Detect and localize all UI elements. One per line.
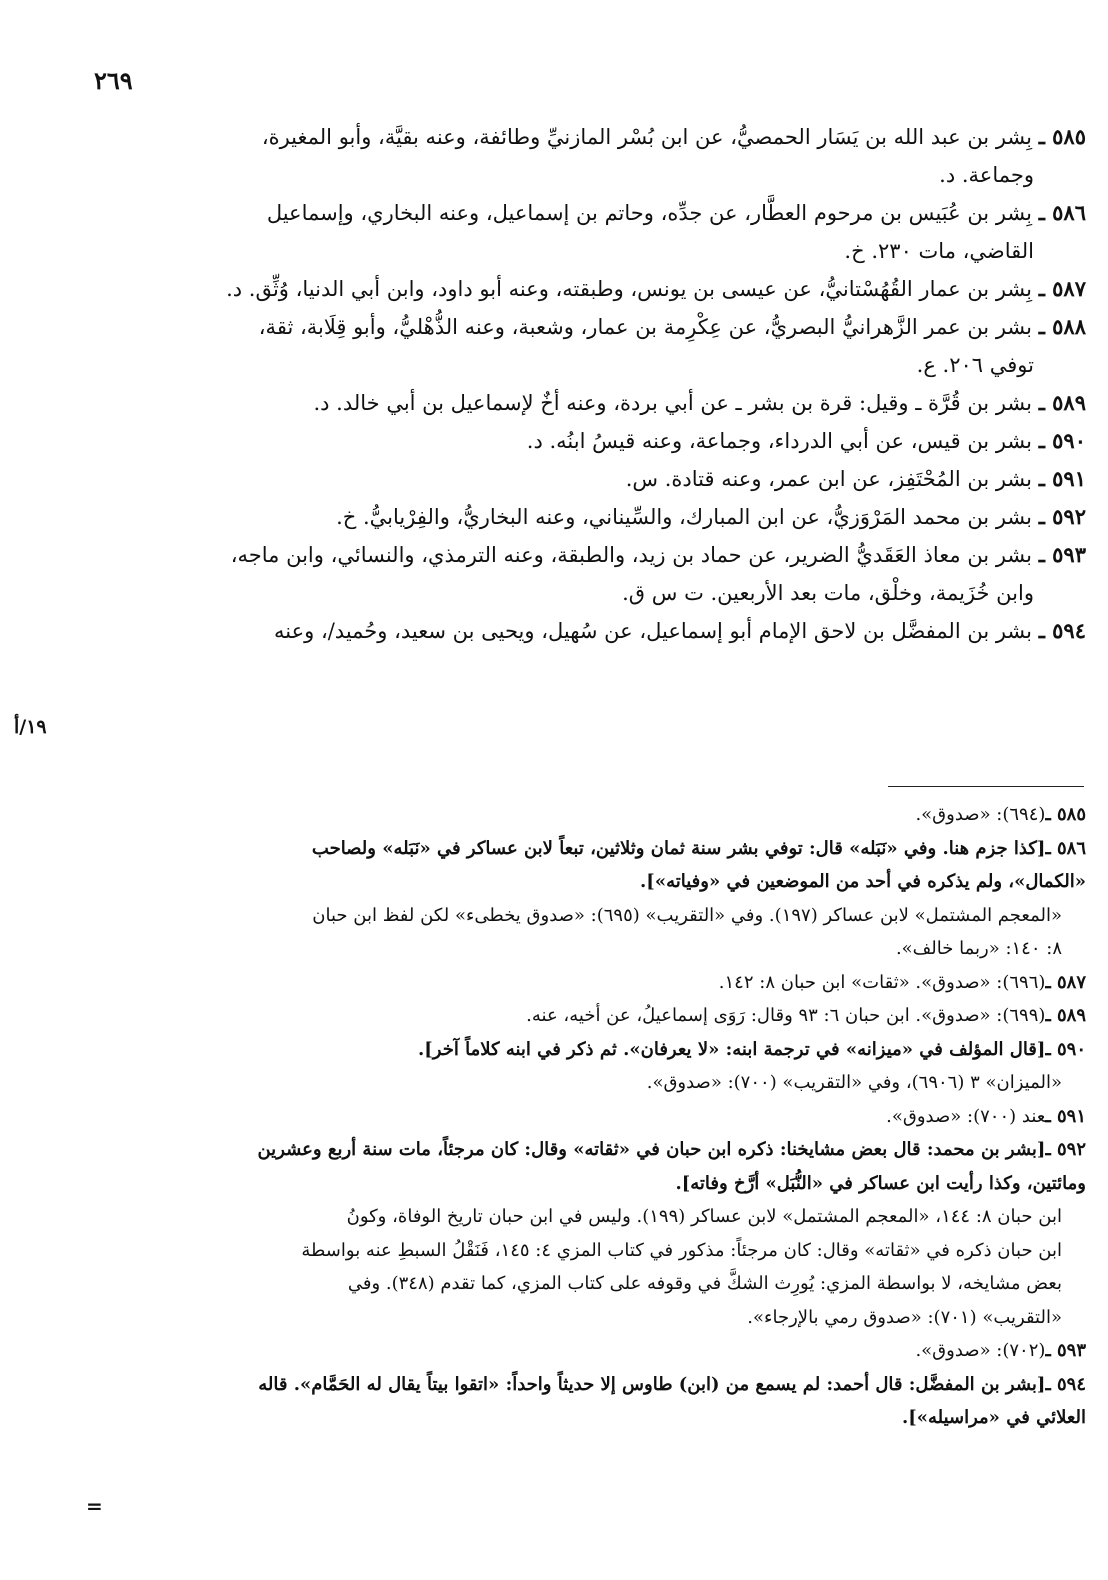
footnote-subline: ابن حبان ذكره في «ثقاته» وقال: كان مرجئاً: مذكور في كتاب المزي ٤: ١٤٥، فَنَقْلُ السبطِ عنه بواسطة xyxy=(301,1239,1062,1261)
entry-number: ٥٩٤ ـ xyxy=(1038,618,1086,643)
entry-text: بِشر بن عبد الله بن يَسَار الحمصيُّ، عن ابن بُسْر المازنيِّ وطائفة، وعنه بقيَّة، وأبو المغيرة، xyxy=(261,125,1032,149)
entry-continuation: وجماعة. د. xyxy=(939,163,1034,187)
continuation-mark: = xyxy=(86,1494,103,1518)
footnote-subline: «التقريب» (٧٠١): «صدوق رمي بالإرجاء». xyxy=(747,1306,1062,1328)
entry-text: بشر بن المُحْتَفِز، عن ابن عمر، وعنه قتادة. س. xyxy=(625,467,1032,491)
entry-text: بشر بن عمر الزَّهرانيُّ البصريُّ، عن عِكْرِمة بن عمار، وشعبة، وعنه الذُّهْليُّ، وأبو قِلَابة، ثقة، xyxy=(258,315,1032,339)
footnote-590 xyxy=(94,1033,1086,1100)
entry-number: ٥٨٦ ـ xyxy=(1038,200,1086,225)
entry-text: بشر بن معاذ العَقَديُّ الضرير، عن حماد بن زيد، والطبقة، وعنه الترمذي، والنسائي، وابن ماجه، xyxy=(230,543,1032,567)
footnote-subline: «المعجم المشتمل» لابن عساكر (١٩٧). وفي «التقريب» (٦٩٥): «صدوق يخطىء» لكن لفظ ابن حبان xyxy=(312,904,1062,926)
entry-continuation: وابن خُزَيمة، وخلْق، مات بعد الأربعين. ت س ق. xyxy=(622,581,1034,605)
main-text xyxy=(92,118,1086,650)
footnote-bold-text: [كذا جزم هنا. وفي «نَبَله» قال: توفي بشر سنة ثمان وثلاثين، تبعاً لابن عساكر في «نَبَله» ولصاحب xyxy=(311,837,1046,859)
entry-588 xyxy=(92,308,1086,384)
footnote-subline: ٨: ١٤٠: «ربما خالف». xyxy=(895,938,1062,959)
footnote-subline: بعض مشايخه، لا بواسطة المزي: يُورِث الشكَّ في وقوفه على كتاب المزي، كما تقدم (٣٤٨). وفي xyxy=(347,1273,1062,1294)
entry-591 xyxy=(92,460,1086,498)
footnote-bold-text: [قال المؤلف في «ميزانه» في ترجمة ابنه: «لا يعرفان». ثم ذكر في ابنه كلاماً آخر]. xyxy=(418,1038,1046,1060)
entry-text: بشر بن محمد المَرْوَزيُّ، عن ابن المبارك، والسِّيناني، وعنه البخاريُّ، والفِرْيابيُّ. خ. xyxy=(336,505,1032,529)
footnote-number: ٥٩٤ ـ xyxy=(1045,1373,1086,1395)
footnote-number: ٥٨٦ ـ xyxy=(1045,837,1086,859)
footnote-text: عند (٧٠٠): «صدوق». xyxy=(886,1105,1046,1127)
footnote-number: ٥٨٥ ـ xyxy=(1045,804,1086,825)
entry-number: ٥٨٧ ـ xyxy=(1038,276,1086,301)
footnote-number: ٥٨٩ ـ xyxy=(1045,1005,1086,1026)
entry-number: ٥٩١ ـ xyxy=(1038,466,1086,491)
entry-590 xyxy=(92,422,1086,460)
entry-585 xyxy=(92,118,1086,194)
footnote-587 xyxy=(94,966,1086,1000)
entry-continuation: القاضي، مات ٢٣٠. خ. xyxy=(844,239,1034,263)
footnote-text: (٦٩٩): «صدوق». ابن حبان ٦: ٩٣ وقال: رَوَى إسماعيلُ، عن أخيه، عنه. xyxy=(526,1005,1046,1026)
footnote-subline: «الميزان» ٣ (٦٩٠٦)، وفي «التقريب» (٧٠٠): «صدوق». xyxy=(646,1072,1062,1093)
entry-number: ٥٨٩ ـ xyxy=(1038,390,1086,415)
folio-margin-note: ١٩/أ xyxy=(14,716,47,738)
footnote-bold-text: [بشر بن المفضَّل: قال أحمد: لم يسمع من (ابن) طاوس إلا حديثاً واحداً: «اتقوا بيتاً يقال له الحَمَّام». قاله xyxy=(258,1373,1046,1395)
entry-586 xyxy=(92,194,1086,270)
footnote-593 xyxy=(94,1334,1086,1368)
entry-594 xyxy=(92,612,1086,650)
entry-593 xyxy=(92,536,1086,612)
footnote-number: ٥٩٣ ـ xyxy=(1045,1340,1086,1361)
footnote-divider xyxy=(888,786,1084,787)
entry-text: بشر بن المفضَّل بن لاحق الإمام أبو إسماعيل، عن سُهيل، ويحيى بن سعيد، وحُميد/، وعنه xyxy=(274,619,1032,643)
footnote-592 xyxy=(94,1133,1086,1334)
entry-589 xyxy=(92,384,1086,422)
entry-number: ٥٩٢ ـ xyxy=(1038,504,1086,529)
entry-continuation: توفي ٢٠٦. ع. xyxy=(916,353,1034,377)
footnote-text: (٦٩٤): «صدوق». xyxy=(915,804,1046,825)
entry-text: بشر بن قيس، عن أبي الدرداء، وجماعة، وعنه قيسُ ابنُه. د. xyxy=(526,429,1032,453)
footnote-bold-text: [بشر بن محمد: قال بعض مشايخنا: ذكره ابن حبان في «ثقاته» وقال: كان مرجئاً، مات سنة أربع وعشرين xyxy=(257,1139,1046,1160)
entry-text: بِشر بن عُبَيس بن مرحوم العطَّار، عن جدِّه، وحاتم بن إسماعيل، وعنه البخاري، وإسماعيل xyxy=(266,201,1032,225)
entry-number: ٥٩٠ ـ xyxy=(1038,428,1086,453)
entry-text: بِشر بن عمار القُهُسْتانيُّ، عن عيسى بن يونس، وطبقته، وعنه أبو داود، وابن أبي الدنيا، وُثِّق. د. xyxy=(226,277,1032,301)
footnote-continuation: العلائي في «مراسيله»]. xyxy=(901,1407,1086,1428)
entry-number: ٥٨٥ ـ xyxy=(1038,124,1086,149)
footnote-594 xyxy=(94,1368,1086,1435)
footnote-text: (٧٠٢): «صدوق». xyxy=(915,1340,1046,1361)
footnote-585 xyxy=(94,798,1086,832)
footnote-591 xyxy=(94,1100,1086,1134)
footnotes xyxy=(94,798,1086,1435)
entry-587 xyxy=(92,270,1086,308)
footnote-number: ٥٨٧ ـ xyxy=(1045,971,1086,993)
footnote-589 xyxy=(94,999,1086,1033)
entry-number: ٥٩٣ ـ xyxy=(1038,542,1086,567)
footnote-continuation: «الكمال»، ولم يذكره في أحد من الموضعين في «وفياته»]. xyxy=(640,871,1086,892)
entry-592 xyxy=(92,498,1086,536)
entry-number: ٥٨٨ ـ xyxy=(1038,314,1086,339)
footnote-subline: ابن حبان ٨: ١٤٤، «المعجم المشتمل» لابن عساكر (١٩٩). وليس في ابن حبان تاريخ الوفاة، وكونُ xyxy=(346,1206,1062,1227)
footnote-number: ٥٩١ ـ xyxy=(1045,1105,1086,1127)
footnote-number: ٥٩٠ ـ xyxy=(1045,1038,1086,1060)
footnote-text: (٦٩٦): «صدوق». «ثقات» ابن حبان ٨: ١٤٢. xyxy=(718,971,1046,993)
page-number: ٢٦٩ xyxy=(94,66,133,95)
footnote-number: ٥٩٢ ـ xyxy=(1045,1139,1086,1160)
footnote-586 xyxy=(94,832,1086,966)
footnote-continuation: ومائتين، وكذا رأيت ابن عساكر في «النُّبَل» أرَّخ وفاته]. xyxy=(675,1172,1086,1194)
entry-text: بشر بن قُرَّة ـ وقيل: قرة بن بشر ـ عن أبي بردة، وعنه أخٌ لإسماعيل بن أبي خالد. د. xyxy=(313,391,1032,415)
